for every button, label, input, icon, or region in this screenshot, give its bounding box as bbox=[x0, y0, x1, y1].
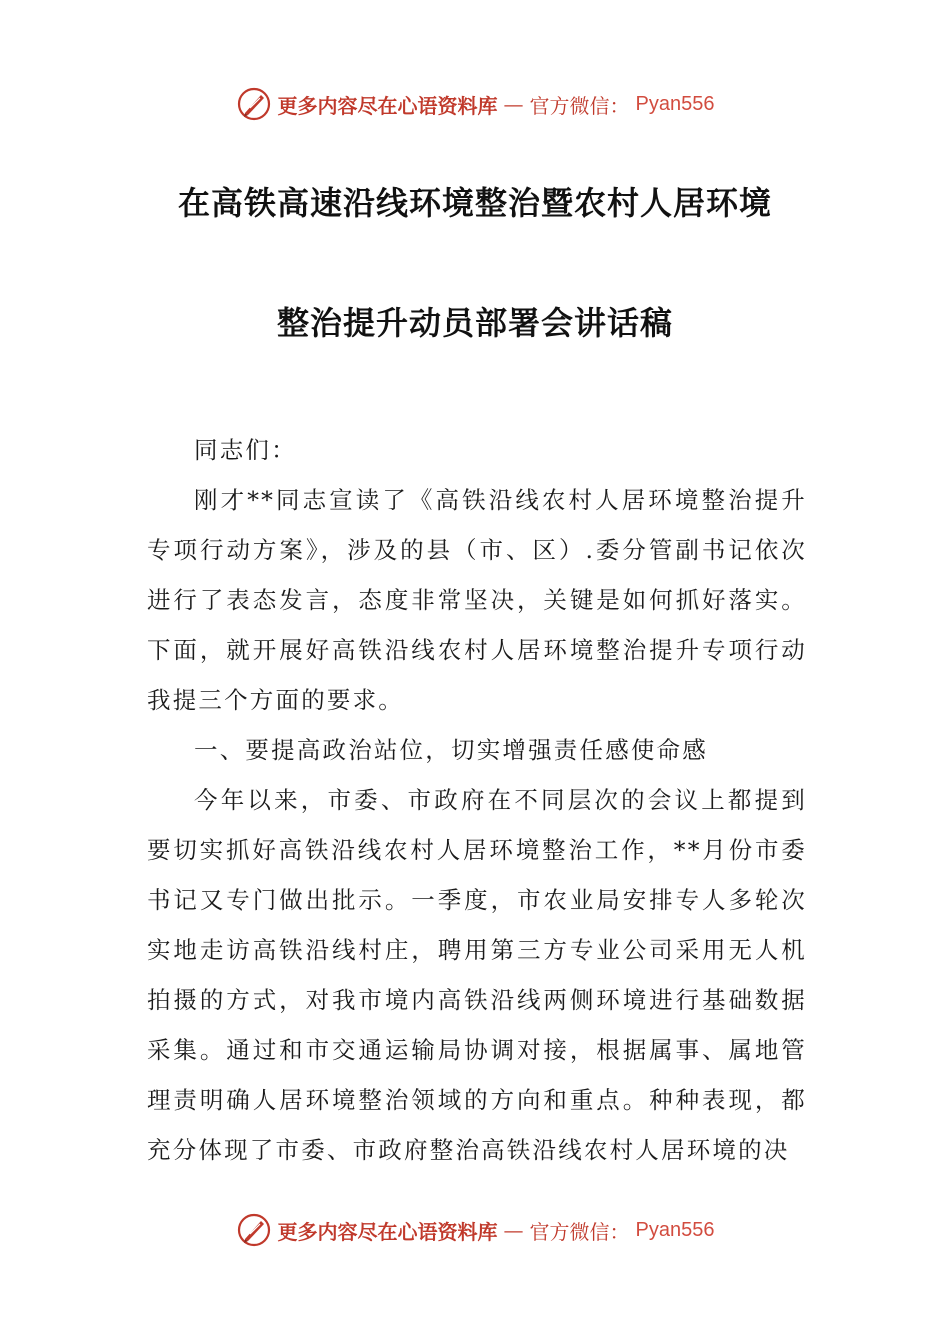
header-watermark-banner bbox=[0, 82, 950, 126]
watermark-separator: — bbox=[503, 1218, 524, 1242]
section-heading-1: 一、要提高政治站位，切实增强责任感使命感 bbox=[194, 736, 708, 764]
watermark-promo-text: 更多内容尽在心语资料库 bbox=[277, 93, 498, 118]
paragraph-section-1: 今年以来，市委、市政府在不同层次的会议上都提到要切实抓好高铁沿线农村人居环境整治工作，**月份市委书记又专门做出批示。一季度，市农业局安排专人多轮次实地走访高铁沿线村庄，聘用第三方专业公司采用无人机拍摄的方式，对我市境内高铁沿线两侧环境进行基础数据采集。通过和市交通运输局协调对接，根据属事、属地管理责明确人居环境整治领域的方向和重点。种种表现，都充分体现了市委、市政府整治高铁沿线农村人居环境的决 bbox=[147, 786, 807, 1164]
document-title-line-1: 在高铁高速沿线环境整治暨农村人居环境 bbox=[177, 184, 772, 222]
document-body bbox=[147, 425, 807, 1175]
watermark-wechat-id: Pyan556 bbox=[635, 92, 715, 115]
watermark-wechat-label: 官方微信： bbox=[529, 93, 630, 118]
footer-watermark-banner bbox=[0, 1208, 950, 1252]
watermark-wechat-id: Pyan556 bbox=[635, 1218, 715, 1241]
salutation: 同志们： bbox=[194, 436, 297, 464]
watermark-separator: — bbox=[503, 92, 524, 116]
quill-pen-logo-icon bbox=[236, 1212, 272, 1248]
watermark-wechat-label: 官方微信： bbox=[529, 1219, 630, 1244]
watermark-promo-text: 更多内容尽在心语资料库 bbox=[277, 1219, 498, 1244]
document-title-line-2: 整治提升动员部署会讲话稿 bbox=[276, 304, 673, 342]
quill-pen-logo-icon bbox=[236, 86, 272, 122]
paragraph-intro: 刚才**同志宣读了《高铁沿线农村人居环境整治提升专项行动方案》，涉及的县（市、区）.委分管副书记依次进行了表态发言，态度非常坚决，关键是如何抓好落实。下面，就开展好高铁沿线农村人居环境整治提升专项行动我提三个方面的要求。 bbox=[147, 486, 807, 714]
